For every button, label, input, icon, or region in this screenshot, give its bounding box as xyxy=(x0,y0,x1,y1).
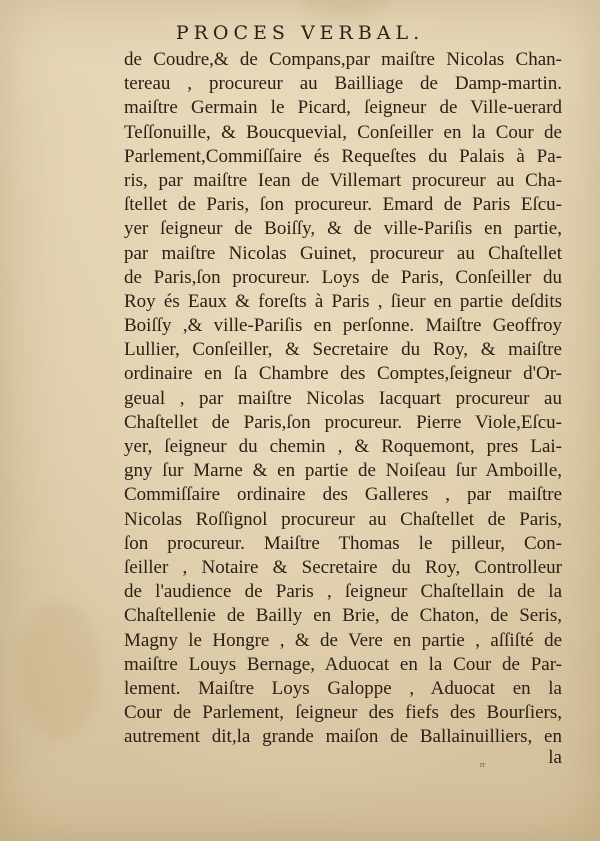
text-line: yer, ſeigneur du chemin , & Roquemont, pres Lai- xyxy=(124,436,562,457)
text-line: Chaſtellet de Paris,ſon procureur. Pierre Viole,Eſcu- xyxy=(124,411,562,433)
text-line: ordinaire en ſa Chambre des Comptes,ſeigneur d'Or- xyxy=(124,363,562,385)
text-line: autrement dit,la grande maiſon de Ballainuilliers, en xyxy=(124,726,562,748)
text-line: Magny le Hongre , & de Vere en partie , aſſiſté de xyxy=(124,629,562,651)
text-line: ſeiller , Notaire & Secretaire du Roy, Controlleur xyxy=(124,556,562,578)
text-line: yer ſeigneur de Boiſſy, & de ville-Pariſis en partie, xyxy=(124,218,562,240)
text-line: geual , par maiſtre Nicolas Iacquart procureur au xyxy=(124,387,562,409)
text-line: Roy és Eaux & foreſts à Paris , ſieur en partie deſdits xyxy=(124,290,562,312)
text-line: Parlement,Commiſſaire és Requeſtes du Palais à Pa- xyxy=(124,145,562,167)
text-line: ſtellet de Paris, ſon procureur. Emard de Paris Eſcu- xyxy=(124,194,562,216)
text-line: Nicolas Roſſignol procureur au Chaſtellet de Paris, xyxy=(124,508,562,530)
signature-mark: rr xyxy=(480,760,486,769)
text-line: par maiſtre Nicolas Guinet, procureur au Chaſtellet xyxy=(124,242,562,264)
catchword: la xyxy=(548,747,562,768)
text-line: Cour de Parlement, ſeigneur des fiefs des Bourſiers, xyxy=(124,702,562,724)
body-text xyxy=(124,48,562,749)
text-line: Commiſſaire ordinaire des Galleres , par maiſtre xyxy=(124,484,562,506)
paper-stain xyxy=(20,600,100,740)
paper-stain xyxy=(300,0,390,20)
running-title: PROCES VERBAL. xyxy=(175,22,425,44)
text-line: de Coudre,& de Compans,par maiſtre Nicolas Chan- xyxy=(124,49,562,70)
text-line: maiſtre Louys Bernage, Aduocat en la Cour de Par- xyxy=(124,653,562,675)
text-line: ſon procureur. Maiſtre Thomas le pilleur, Con- xyxy=(124,532,562,554)
text-line: gny ſur Marne & en partie de Noiſeau ſur Amboille, xyxy=(124,460,562,482)
text-line: de Paris,ſon procureur. Loys de Paris, Conſeiller du xyxy=(124,266,562,288)
text-line: ris, par maiſtre Iean de Villemart procureur au Cha- xyxy=(124,169,562,191)
text-line: Teſſonuille, & Boucquevial, Conſeiller en la Cour de xyxy=(124,121,562,143)
text-line: de l'audience de Paris , ſeigneur Chaſtellain de la xyxy=(124,581,562,603)
text-line: Boiſſy ,& ville-Pariſis en perſonne. Maiſtre Geoffroy xyxy=(124,315,562,337)
text-line: lement. Maiſtre Loys Galoppe , Aduocat en la xyxy=(124,677,562,699)
text-line: maiſtre Germain le Picard, ſeigneur de Ville-uerard xyxy=(124,97,562,119)
text-line: Chaſtellenie de Bailly en Brie, de Chaton, de Seris, xyxy=(124,605,562,627)
text-line: tereau , procureur au Bailliage de Damp-martin. xyxy=(124,73,562,95)
text-line: Lullier, Conſeiller, & Secretaire du Roy, & maiſtre xyxy=(124,339,562,361)
